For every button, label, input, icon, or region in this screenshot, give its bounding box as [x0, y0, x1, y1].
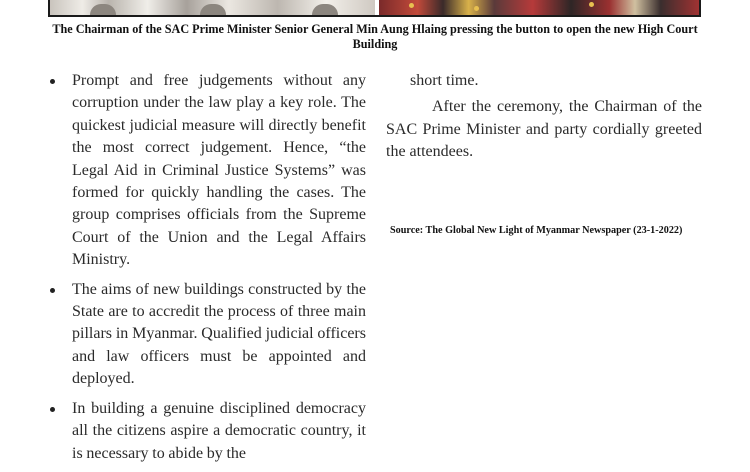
list-item-text: The aims of new buildings constructed by the State are to accredit the process of three main pillars in Myanmar. Qualified judicial officers and law officers must be appointed and deployed.	[72, 280, 366, 388]
list-item	[48, 279, 366, 391]
source-citation: Source: The Global New Light of Myanmar Newspaper (23-1-2022)	[390, 225, 683, 236]
photo-building-interior	[50, 0, 375, 15]
right-column	[386, 70, 702, 164]
left-column	[48, 70, 366, 472]
arch-shape	[312, 4, 338, 15]
photo-ceremony	[379, 0, 699, 15]
arch-shape	[90, 4, 116, 15]
flower-shape	[589, 2, 594, 7]
photo-strip	[48, 0, 701, 17]
flower-shape	[474, 6, 479, 11]
continued-text: short time.	[410, 72, 479, 89]
flower-shape	[409, 3, 414, 8]
list-item-text: In building a genuine disciplined democracy all the citizens aspire a democratic country, it is necessary to abide by the	[72, 399, 366, 462]
arch-shape	[200, 4, 226, 15]
list-item	[48, 398, 366, 465]
list-item-text: Prompt and free judgements without any corruption under the law play a key role. The quickest judicial measure will directly benefit the most correct judgement. Hence, “the Legal Aid in Criminal Justice Systems” was formed for quickly handling the cases. The group comprises officials from the Supreme Court of the Union and the Legal Affairs Ministry.	[72, 72, 366, 269]
paragraph: After the ceremony, the Chairman of the SAC Prime Minister and party cordially greeted the attendees.	[386, 98, 702, 161]
bullet-icon	[50, 79, 55, 84]
bullet-icon	[50, 288, 55, 293]
list-item	[48, 70, 366, 272]
bullet-icon	[50, 407, 55, 412]
photo-caption: The Chairman of the SAC Prime Minister Senior General Min Aung Hlaing pressing the button to open the new High Court Building	[52, 22, 698, 51]
